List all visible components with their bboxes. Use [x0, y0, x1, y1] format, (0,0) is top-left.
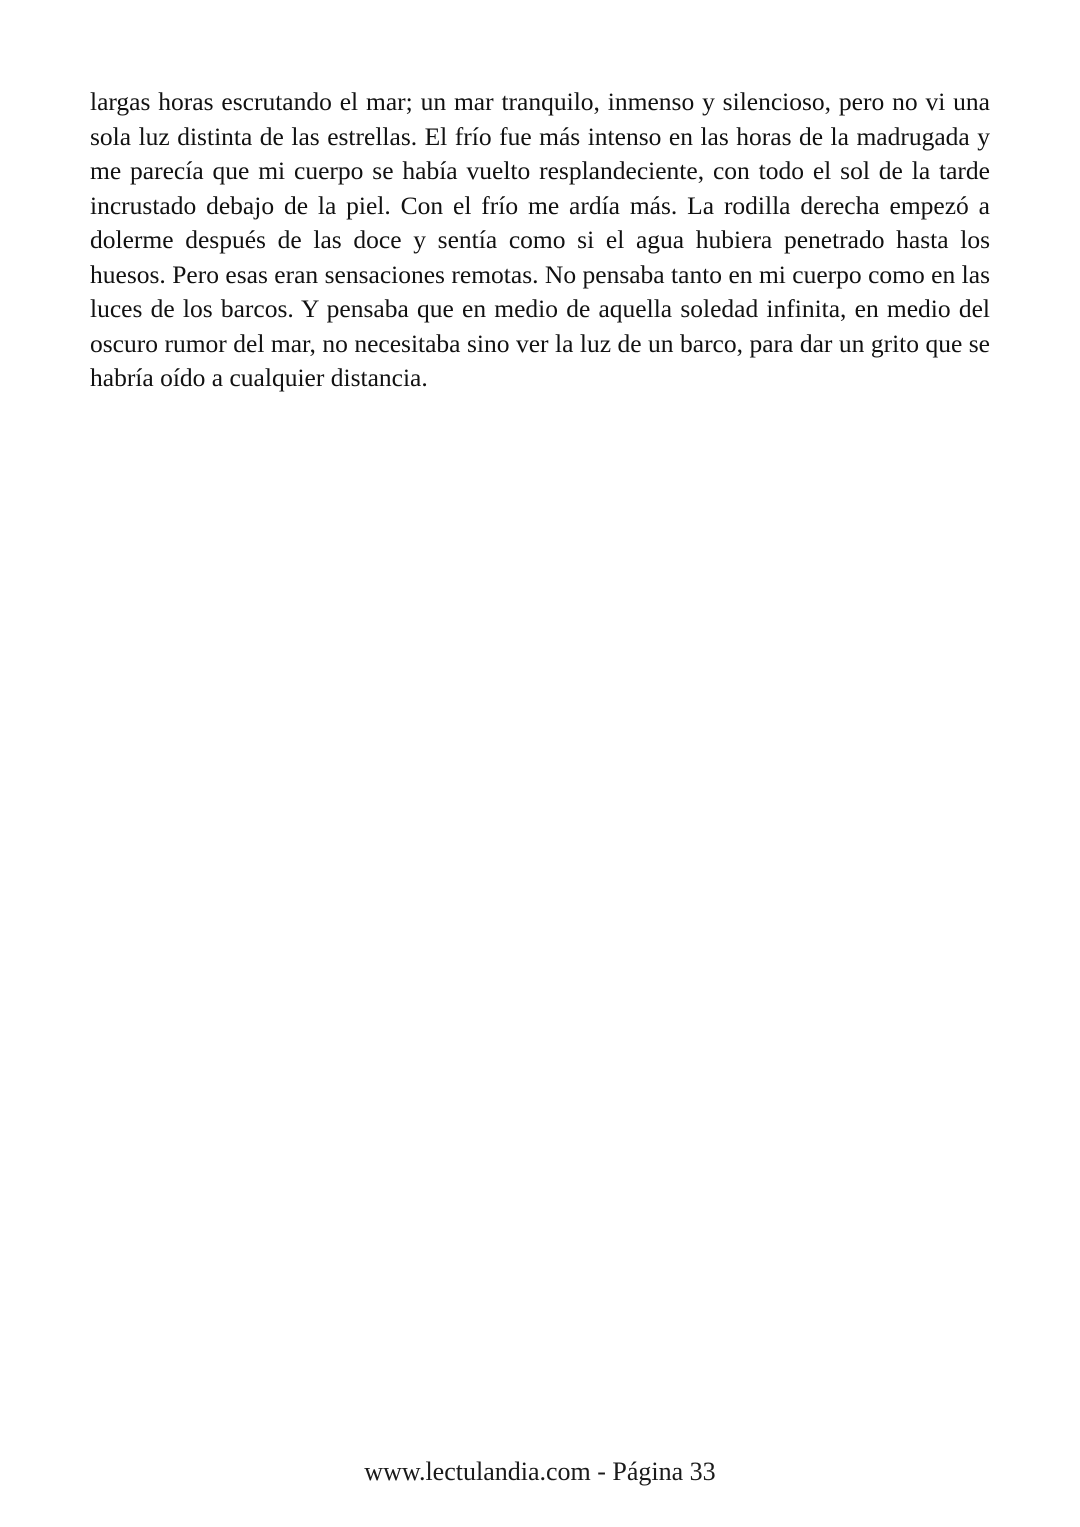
footer-source-and-page-number: www.lectulandia.com - Página 33	[364, 1457, 716, 1486]
page-footer	[0, 1457, 1080, 1487]
page-content	[90, 85, 990, 396]
body-paragraph: largas horas escrutando el mar; un mar tranquilo, inmenso y silencioso, pero no vi una sola luz distinta de las estrellas. El frío fue más intenso en las horas de la madrugada y me parecía que mi cuerpo se había vuelto resplandeciente, con todo el sol de la tarde incrustado debajo de la piel. Con el frío me ardía más. La rodilla derecha empezó a dolerme después de las doce y sentía como si el agua hubiera penetrado hasta los huesos. Pero esas eran sensaciones remotas. No pensaba tanto en mi cuerpo como en las luces de los barcos. Y pensaba que en medio de aquella soledad infinita, en medio del oscuro rumor del mar, no necesitaba sino ver la luz de un barco, para dar un grito que se habría oído a cualquier distancia.	[90, 87, 990, 392]
